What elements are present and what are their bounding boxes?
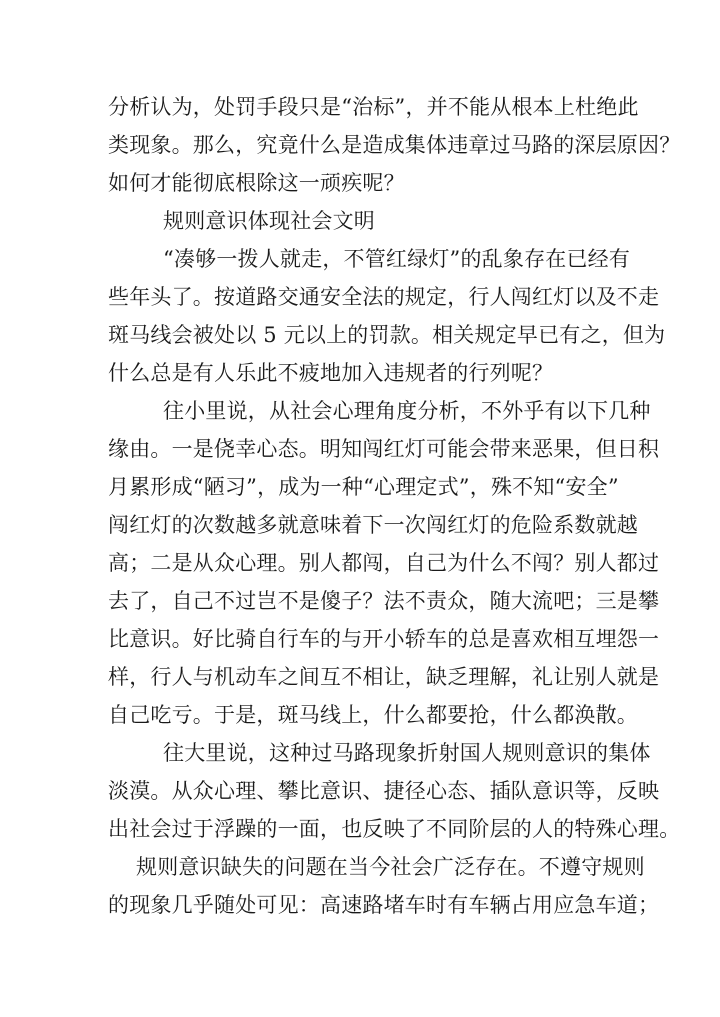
paragraph-line: 高；二是从众心理。别人都闯，自己为什么不闯？别人都过	[108, 551, 660, 575]
paragraph-line: 缘由。一是侥幸心态。明知闯红灯可能会带来恶果，但日积	[108, 437, 660, 461]
paragraph-line: 闯红灯的次数越多就意味着下一次闯红灯的危险系数就越	[108, 513, 638, 537]
paragraph-line: 规则意识缺失的问题在当今社会广泛存在。不遵守规则	[136, 855, 645, 879]
paragraph-line: 如何才能彻底根除这一顽疾呢？	[108, 171, 405, 195]
paragraph-line: 自己吃亏。于是，斑马线上，什么都要抢，什么都涣散。	[108, 703, 638, 727]
paragraph-line: 去了，自己不过岂不是傻子？法不责众，随大流吧；三是攀	[108, 589, 660, 613]
paragraph-line: 什么总是有人乐此不疲地加入违规者的行列呢？	[108, 361, 554, 385]
paragraph-line: 斑马线会被处以 5 元以上的罚款。相关规定早已有之，但为	[108, 323, 666, 347]
paragraph-line: 出社会过于浮躁的一面，也反映了不同阶层的人的特殊心理。	[108, 817, 681, 841]
paragraph-line: 淡漠。从众心理、攀比意识、捷径心态、插队意识等，反映	[108, 779, 660, 803]
paragraph-line: “凑够一拨人就走，不管红绿灯”的乱象存在已经有	[163, 247, 631, 271]
paragraph-line: 类现象。那么，究竟什么是造成集体违章过马路的深层原因？	[108, 133, 681, 157]
paragraph-line: 比意识。好比骑自行车的与开小轿车的总是喜欢相互埋怨一	[108, 627, 660, 651]
paragraph-line: 的现象几乎随处可见：高速路堵车时有车辆占用应急车道；	[108, 893, 660, 917]
paragraph-line: 月累形成“陋习”，成为一种“心理定式”，殊不知“安全”	[108, 475, 619, 499]
paragraph-line: 分析认为，处罚手段只是“治标”，并不能从根本上杜绝此	[108, 95, 639, 119]
paragraph-line: 样，行人与机动车之间互不相让，缺乏理解，礼让别人就是	[108, 665, 660, 689]
paragraph-line: 往小里说，从社会心理角度分析，不外乎有以下几种	[163, 399, 651, 423]
paragraph-line: 些年头了。按道路交通安全法的规定，行人闯红灯以及不走	[108, 285, 660, 309]
paragraph-line: 往大里说，这种过马路现象折射国人规则意识的集体	[163, 741, 651, 765]
section-heading: 规则意识体现社会文明	[163, 209, 375, 233]
